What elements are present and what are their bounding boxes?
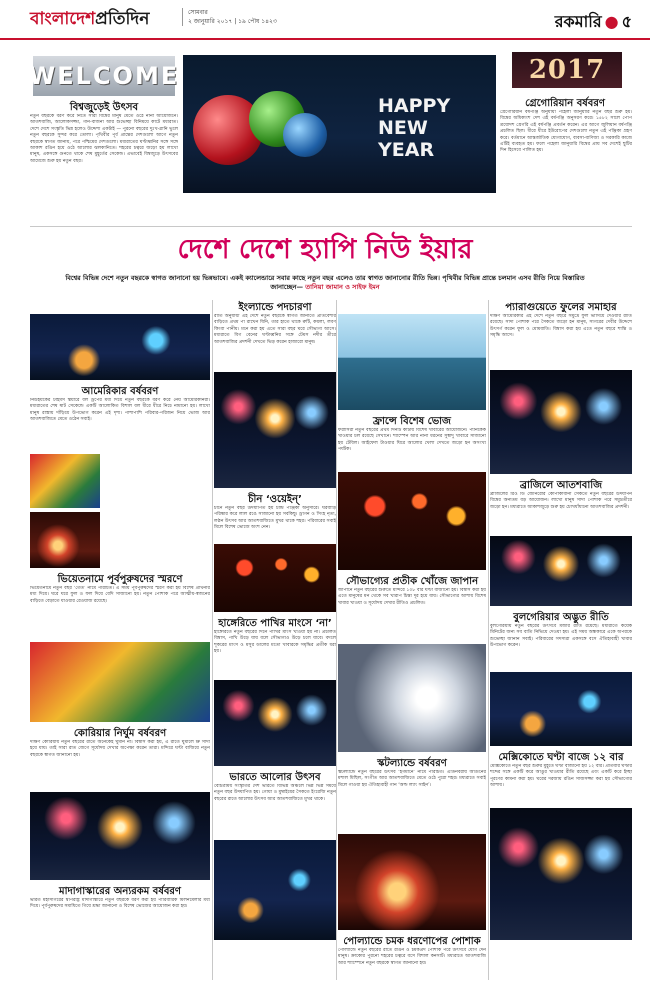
england-body: রীতি অনুযায়ী এই দেশে নতুন বছরকে স্বাগত জানাতে প্রতিবেশীর বাড়িতে প্রথম পা রাখেন যিনি, তার হাতে থাকে রুটি, কয়লা, লবণ কিংবা পানীয়। মনে করা হয় এতে সারা বছর ঘরে সৌভাগ্য আসে। মধ্যরাতে বিগ বেনের ঘণ্টাধ্বনির সঙ্গে টেমস নদীর তীরে আতশবাজির প্রদর্শনী দেখতে ভিড় করেন হাজারো মানুষ। xyxy=(214,314,336,345)
newspaper-brand[interactable] xyxy=(30,6,149,34)
bulgaria-photo xyxy=(490,672,632,746)
scotland-photo xyxy=(338,644,486,752)
china-body: চীনে নতুন বছর উদযাপিত হয় চান্দ্র পঞ্জিকা অনুসারে। ঘরবাড়ি পরিষ্কার করে লাল রঙে সাজানো হয় সবকিছু। ড্রাগন ও সিংহ নৃত্য, লণ্ঠন উৎসব আর আতশবাজিতে মুখর থাকে শহর। পরিবারের সবাই মিলে বিশেষ ভোজে অংশ নেন। xyxy=(214,506,336,531)
column-rule xyxy=(336,300,337,980)
vietnam-headline: ভিয়েতনামে পূর্বপুরুষদের স্মরণে xyxy=(57,574,183,585)
india-body: বৈচিত্র্যময় সংস্কৃতির দেশ ভারতে বিভিন্ন অঞ্চলে ভিন্ন ভিন্ন সময়ে নতুন বছর উদযাপিত হয়। গোয়া ও মুম্বাইয়ের সৈকতে ইংরেজি নতুন বছরের রাতে আলোর উৎসব আর আতশবাজিতে মুখর থাকে। xyxy=(214,784,336,802)
left-story-body: নতুন বছরকে বরণ করে নিতে সারা বিশ্বের মানুষ মেতে ওঠে নানা আয়োজনে। আতশবাজি, আলোকসজ্জা, গান-বাজনা আর শুভেচ্ছা বিনিময়ে কাটে মধ্যরাত। দেশে দেশে সংস্কৃতি ভিন্ন হলেও উদ্দেশ্য একটাই — পুরনো বছরের দুঃখ-গ্লানি ভুলে নতুন বছরকে সুন্দর করে তোলা। পৃথিবীর পূর্ব প্রান্তের দেশগুলো আগে নতুন বছরকে স্বাগত জানায়, পরে পশ্চিমের দেশগুলো। মধ্যরাতের ঘণ্টাধ্বনির সঙ্গে সঙ্গে আকাশ রঙিন হয়ে ওঠে আলোর ঝলকানিতে। শহরের চত্বরে জড়ো হয় লাখো মানুষ, একসঙ্গে গুনতে থাকে শেষ মুহূর্তের সেকেন্ড। এভাবেই বিশ্বজুড়ে উৎসবের আমেজে শুরু হয় নতুন বছর। xyxy=(30,114,178,164)
byline: তানিয়া জামান ও সাইফ ইমন xyxy=(305,283,380,291)
japan-headline: সৌভাগ্যের প্রতীক খোঁজে জাপান xyxy=(345,576,479,587)
bulgaria-body: বুলগেরিয়ায় নতুন বছরের উৎসবে মজার রীতি রয়েছে। মধ্যরাতে কয়েক মিনিটের জন্য সব বাতি নিভিয়ে দেওয়া হয়। এই সময় অন্ধকারে একে অপরকে শুভেচ্ছা জানান সবাই। পরিবারের সদস্যরা একসঙ্গে বসে ঐতিহ্যবাহী খাবার উপভোগ করেন। xyxy=(490,624,632,649)
page-number: ৫ xyxy=(621,12,632,31)
column-rule xyxy=(488,300,489,980)
vietnam-photo xyxy=(30,454,100,508)
brazil-headline: ব্রাজিলে আতশবাজি xyxy=(519,480,603,491)
america-photo xyxy=(30,314,210,380)
china-headline: চীন ‘ওয়েইন্’ xyxy=(248,494,302,505)
madagascar-photo xyxy=(30,792,210,880)
section-name: রকমারি xyxy=(554,12,602,31)
brand-part1: বাংলাদেশ xyxy=(30,9,96,29)
india-photo xyxy=(214,680,336,766)
brazil-photo xyxy=(490,536,632,606)
issue-date: ২ জানুয়ারি ২০১৭ | ১৯ পৌষ ১৪২৩ xyxy=(188,18,277,25)
brazil-body: ব্রাজিলের রিও ডি জেনিরোর কোপাকাবানা সৈকতে নতুন বছরের উদযাপন বিশ্বের অন্যতম বড় আয়োজন। লাখো মানুষ সাদা পোশাক পরে সমুদ্রতীরে জড়ো হন। মধ্যরাতে আকাশজুড়ে শুরু হয় চোখধাঁধানো আতশবাজির প্রদর্শনী। xyxy=(490,492,632,510)
left-story-headline: বিশ্বজুড়েই উৎসব xyxy=(69,102,139,113)
paraguay-headline: প্যারাগুয়েতে ফুলের সমাহার xyxy=(505,302,617,313)
japan-body: জাপানে নতুন বছরের শুরুতে মন্দিরে ১০৮ বার ঘণ্টা বাজানো হয়। বিশ্বাস করা হয় এতে মানুষের মন থেকে সব খারাপ চিন্তা দূর হয়ে যায়। সৌভাগ্যের আশায় বিশেষ খাবার খাওয়া ও সূর্যোদয় দেখার রীতিও প্রচলিত। xyxy=(338,588,486,606)
masthead xyxy=(0,0,650,40)
bullet-icon: ● xyxy=(604,12,619,31)
happy-new-year-text xyxy=(378,95,474,161)
intro-text: বিশ্বের বিভিন্ন দেশে নতুন বছরকে স্বাগত জানানো হয় ভিন্নভাবে। একই ক্যালেন্ডারে সবার কাছে নতুন বছর এলেও তার স্বাগত জানানোর রীতি ভিন্ন। পৃথিবীর বিভিন্ন প্রান্তে চলমান এসব রীতি নিয়ে বিস্তারিত জানাচ্ছেন— xyxy=(65,274,585,291)
america-headline: আমেরিকার বর্ষবরণ xyxy=(81,386,159,397)
france-headline: ফ্রান্সে বিশেষ ভোজ xyxy=(372,416,451,427)
poland-headline: পোল্যান্ডে চমক ধরণোপের পোশাক xyxy=(343,936,481,947)
section-header xyxy=(555,9,632,36)
france-photo xyxy=(338,314,486,410)
poland-photo xyxy=(338,834,486,930)
vietnam-photo-2 xyxy=(30,512,100,568)
weekday: সোমবার xyxy=(188,9,208,16)
hungary-body: হাঙ্গেরিতে নতুন বছরের দিনে পাখির মাংস খাওয়া হয় না। প্রচলিত বিশ্বাস, পাখি উড়ে যায় বলে সৌভাগ্যও উড়ে চলে যাবে। বদলে শূকরের মাংস ও মসুর ডালের মতো খাবারকে সমৃদ্ধির প্রতীক ধরা হয়। xyxy=(214,630,336,655)
korea-headline: কোরিয়ার নির্ঘুম বর্ষবরণ xyxy=(73,728,167,739)
divider xyxy=(30,226,632,227)
america-body: নিউইয়র্কের টাইমস স্কয়ারে বল ড্রপের মধ্য দিয়ে নতুন বছরকে বরণ করে নেয় আমেরিকানরা। মধ্যরাতের শেষ ষাট সেকেন্ডে একটি আলোকিত বিশাল বল ধীরে ধীরে নিচে নামানো হয়। লাখো মানুষ রাস্তায় দাঁড়িয়ে উপভোগ করেন এই দৃশ্য। পাশাপাশি পরিবার-পরিজন নিয়ে ভোজ আর আতশবাজিতে মেতে ওঠেন সবাই। xyxy=(30,398,210,423)
poland-body: পোল্যান্ডে নতুন বছরের রাতে রঙিন ও চমকপ্রদ পোশাক পরে উৎসবে যোগ দেন মানুষ। ক্রাকোর পুরনো শহরের চত্বরে বসে বিশাল কনসার্ট। মধ্যরাতে আতশবাজি আর শ্যাম্পেনে নতুন বছরকে স্বাগত জানানো হয়। xyxy=(338,948,486,966)
scotland-body: স্কটল্যান্ডে নতুন বছরের উৎসব ‘হগমানে’ নামে পরিচিত। এডিনবরায় আগুনের মশাল মিছিল, সংগীত আর আতশবাজিতে মেতে ওঠে পুরো শহর। মধ্যরাতে সবাই মিলে গাওয়া হয় ঐতিহ্যবাহী গান ‘অল্ড ল্যাং সাইন’। xyxy=(338,770,486,788)
madagascar-body: ভারত মহাসাগরের দ্বীপরাষ্ট্র মাদাগাস্কারে নতুন বছরকে বরণ করা হয় পারিবারিক মিলনমেলার মধ্য দিয়ে। পূর্বপুরুষদের সমাধিতে গিয়ে শ্রদ্ধা জানানো ও বিশেষ ভোজের আয়োজন করা হয়। xyxy=(30,898,210,910)
japan-photo xyxy=(338,472,486,570)
mexico-photo xyxy=(490,808,632,940)
hero-photo xyxy=(183,55,496,193)
year-banner: 2017 xyxy=(512,52,622,88)
blue-ornament xyxy=(283,113,327,157)
england-headline: ইংল্যান্ডে পদচারণা xyxy=(238,302,312,313)
mexico-headline: মেক্সিকোতে ঘণ্টা বাজে ১২ বার xyxy=(498,752,624,763)
main-headline: দেশে দেশে হ্যাপি নিউ ইয়ার xyxy=(177,233,473,265)
madagascar-headline: মাদাগাস্কারের অন্যরকম বর্ষবরণ xyxy=(59,886,181,897)
india-headline: ভারতে আলোর উৎসব xyxy=(229,772,321,783)
mexico-body: মেক্সিকোতে নতুন বছর শুরুর মুহূর্তে ঘণ্টা বাজানো হয় ১২ বার। প্রতিবার ঘণ্টার শব্দের সঙ্গে একটি করে আঙুর খাওয়ার রীতি রয়েছে এবং একটি করে ইচ্ছা পূরণের কামনা করা হয়। ঘরের দরজায় রঙিন সাজসজ্জা করা হয় সৌভাগ্যের আশায়। xyxy=(490,764,632,789)
hungary-headline: হাঙ্গেরিতে পাখির মাংসে ‘না’ xyxy=(218,618,332,629)
paraguay-photo xyxy=(490,370,632,474)
hero-line2: NEW YEAR xyxy=(378,117,435,161)
big-ben-photo xyxy=(214,372,336,488)
france-body: ফরাসিরা নতুন বছরের প্রথম দিনটি কাটায় বিশেষ খাবারের আয়োজনে। প্যানকেক খাওয়ার চল রয়েছে সেখানে। শ্যাম্পেন আর নানা ধরনের সুস্বাদু খাবারে সাজানো হয় টেবিল। আইফেল টাওয়ার ঘিরে আলোর খেলা দেখতে জড়ো হন অসংখ্য পর্যটক। xyxy=(338,428,486,453)
korea-photo xyxy=(30,642,210,722)
right-story-body: গ্রেগোরিয়ান বর্ষপঞ্জি অনুযায়ী পহেলা জানুয়ারি নতুন বছর শুরু হয়। বিশ্বের অধিকাংশ দেশ এই বর্ষপঞ্জি অনুসরণ করে। ১৫৮২ সালে পোপ ত্রয়োদশ গ্রেগরি এই বর্ষপঞ্জি প্রবর্তন করেন। এর আগে জুলিয়ান বর্ষপঞ্জি প্রচলিত ছিল। ধীরে ধীরে ইউরোপের দেশগুলো নতুন এই পঞ্জিকা গ্রহণ করে। বর্তমানে আন্তর্জাতিক যোগাযোগ, ব্যবসা-বাণিজ্য ও সরকারি কাজে এটিই ব্যবহৃত হয়। ফলে পহেলা জানুয়ারি বিশ্বের প্রায় সব দেশেই ছুটির দিন হিসেবে পালিত হয়। xyxy=(500,110,632,154)
india-photo-2 xyxy=(214,840,336,940)
china-photo xyxy=(214,544,336,612)
intro-paragraph xyxy=(60,274,590,292)
scotland-headline: স্কটল্যান্ডে বর্ষবরণ xyxy=(377,758,447,769)
vietnam-body: ভিয়েতনামে নতুন বছর ‘তেত’ নামে পরিচিত। এ সময় পূর্বপুরুষদের স্মরণ করা হয় বিশেষ প্রার্থনার মধ্য দিয়ে। ঘরে ঘরে ফুল ও ফল দিয়ে বেদি সাজানো হয়। নতুন পোশাক পরে আত্মীয়-স্বজনের বাড়িতে বেড়াতে যাওয়ার রেওয়াজ রয়েছে। xyxy=(30,586,210,604)
paraguay-body: দক্ষিণ আমেরিকার এই দেশে নতুন বছরে সমুদ্রে ফুল ভাসিয়ে দেওয়ার রীতি রয়েছে। সাদা পোশাক পরে সৈকতে জড়ো হন মানুষ, সাগরের দেবীর উদ্দেশে উৎসর্গ করেন ফুল ও মোমবাতি। বিশ্বাস করা হয় এতে নতুন বছরে শান্তি ও সমৃদ্ধি আসে। xyxy=(490,314,632,339)
right-story-headline: গ্রেগোরিয়ান বর্ষবরণ xyxy=(525,98,605,109)
column-rule xyxy=(212,300,213,980)
hero-line1: HAPPY xyxy=(378,95,451,117)
korea-body: দক্ষিণ কোরিয়ায় নতুন বছরের রাতে অনেকেই ঘুমান না। বিশ্বাস করা হয়, এ রাতে ঘুমালে ভ্রু সাদা হয়ে যায়। তাই সারা রাত জেগে সূর্যোদয় দেখার অপেক্ষা করেন তারা। মন্দিরে ঘণ্টা বাজিয়ে নতুন বছরকে স্বাগত জানানো হয়। xyxy=(30,740,210,758)
welcome-sign: WELCOME xyxy=(28,62,180,90)
dateline xyxy=(182,8,277,26)
bulgaria-headline: বুলগেরিয়ার অদ্ভুত রীতি xyxy=(513,612,609,623)
brand-part2: প্রতিদিন xyxy=(95,9,150,29)
